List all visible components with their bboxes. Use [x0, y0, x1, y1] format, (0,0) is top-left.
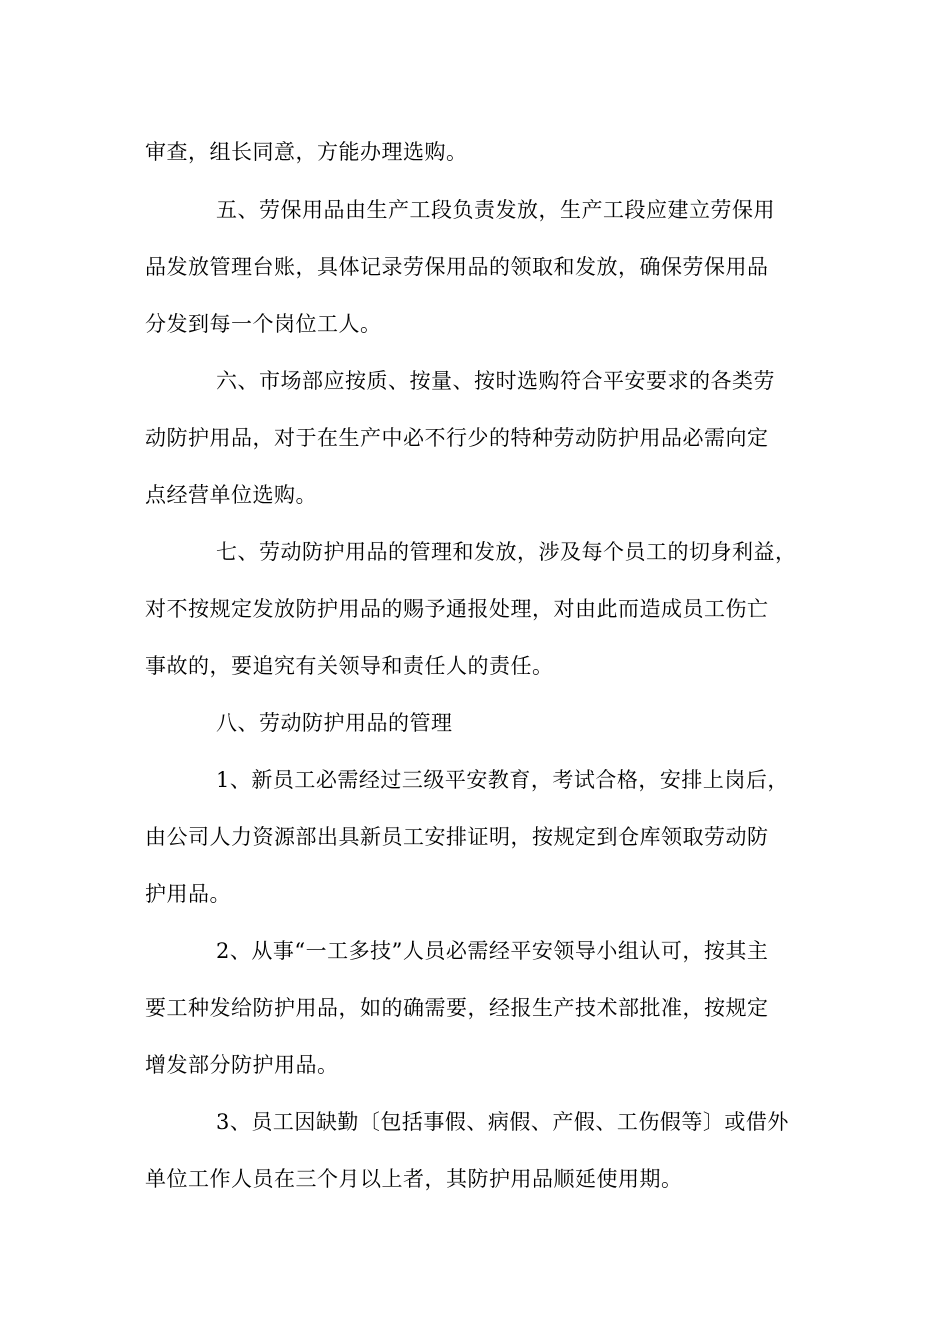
section-8-heading: 八、劳动防护用品的管理 [216, 711, 453, 735]
section-6-line-1: 六、市场部应按质、按量、按时选购符合平安要求的各类劳 [216, 369, 775, 393]
item-1-line-1: 1、新员工必需经过三级平安教育，考试合格，安排上岗后， [216, 768, 789, 792]
section-7-line-3: 事故的，要追究有关领导和责任人的责任。 [145, 654, 554, 678]
text-line-1: 审查，组长同意，方能办理选购。 [145, 140, 468, 164]
item-2-line-2: 要工种发给防护用品，如的确需要，经报生产技术部批准，按规定 [145, 996, 769, 1020]
item-1-line-2: 由公司人力资源部出具新员工安排证明，按规定到仓库领取劳动防 [145, 825, 769, 849]
section-7-line-2: 对不按规定发放防护用品的赐予通报处理，对由此而造成员工伤亡 [145, 597, 769, 621]
section-5-line-2: 品发放管理台账，具体记录劳保用品的领取和发放，确保劳保用品 [145, 255, 769, 279]
section-6-line-2: 动防护用品，对于在生产中必不行少的特种劳动防护用品必需向定 [145, 426, 769, 450]
item-3-line-2: 单位工作人员在三个月以上者，其防护用品顺延使用期。 [145, 1167, 683, 1191]
section-5-line-1: 五、劳保用品由生产工段负责发放，生产工段应建立劳保用 [216, 198, 775, 222]
item-2-line-3: 增发部分防护用品。 [145, 1053, 339, 1077]
item-2-line-1: 2、从事“一工多技”人员必需经平安领导小组认可，按其主 [216, 939, 769, 963]
item-1-line-3: 护用品。 [145, 882, 231, 906]
item-3-line-1: 3、员工因缺勤〔包括事假、病假、产假、工伤假等〕或借外 [216, 1110, 789, 1134]
section-5-line-3: 分发到每一个岗位工人。 [145, 312, 382, 336]
section-6-line-3: 点经营单位选购。 [145, 483, 317, 507]
section-7-line-1: 七、劳动防护用品的管理和发放，涉及每个员工的切身利益， [216, 540, 797, 564]
